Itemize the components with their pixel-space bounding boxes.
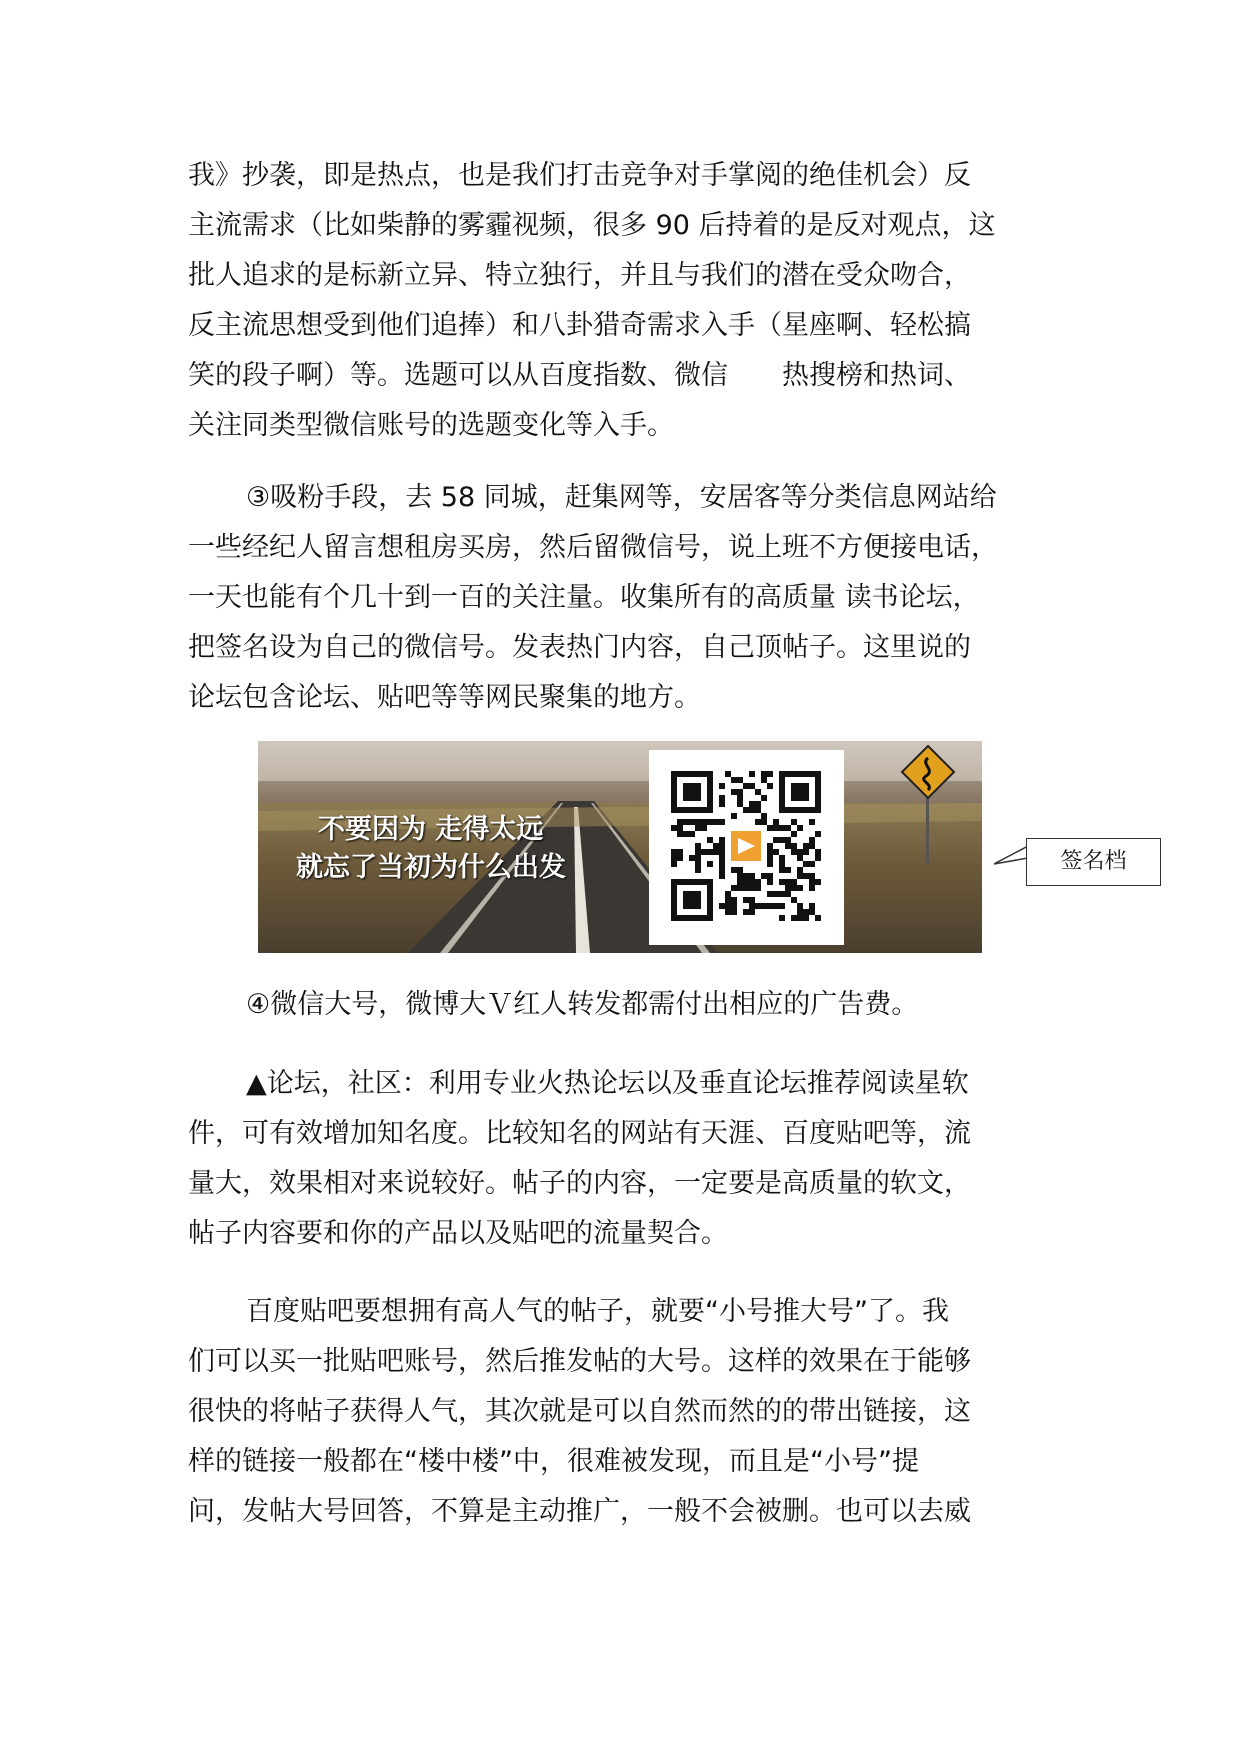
text-line: ④微信大号，微博大Ｖ红人转发都需付出相应的广告费。 xyxy=(246,989,919,1020)
text-line: 很快的将帖子获得人气，其次就是可以自然而然的的带出链接，这 xyxy=(188,1396,971,1427)
text-line: 笑的段子啊）等。选题可以从百度指数、微信 热搜榜和热词、 xyxy=(188,360,971,391)
signature-callout-label: 签名档 xyxy=(1026,838,1161,886)
text-line: ③吸粉手段，去 58 同城，赶集网等，安居客等分类信息网站给 xyxy=(246,482,997,513)
text-line: 论坛包含论坛、贴吧等等网民聚集的地方。 xyxy=(188,682,701,713)
text-line: 把签名设为自己的微信号。发表热门内容，自己顶帖子。这里说的 xyxy=(188,632,971,663)
text-line: 问，发帖大号回答，不算是主动推广，一般不会被删。也可以去威 xyxy=(188,1496,971,1527)
text-line: 反主流思想受到他们追捧）和八卦猎奇需求入手（星座啊、轻松搞 xyxy=(188,310,971,341)
text-line: 主流需求（比如柴静的雾霾视频，很多 90 后持着的是反对观点，这 xyxy=(188,210,996,241)
signature-banner-image xyxy=(258,741,982,953)
text-line: 件，可有效增加知名度。比较知名的网站有天涯、百度贴吧等，流 xyxy=(188,1118,971,1149)
text-line: 百度贴吧要想拥有高人气的帖子，就要“小号推大号”了。我 xyxy=(246,1296,949,1327)
text-line: 量大，效果相对来说较好。帖子的内容，一定要是高质量的软文， xyxy=(188,1168,971,1199)
text-line: 批人追求的是标新立异、特立独行，并且与我们的潜在受众吻合， xyxy=(188,260,971,291)
text-line: 帖子内容要和你的产品以及贴吧的流量契合。 xyxy=(188,1218,728,1249)
text-line: ▲论坛，社区：利用专业火热论坛以及垂直论坛推荐阅读星软 xyxy=(246,1068,969,1099)
text-line: 一些经纪人留言想租房买房，然后留微信号，说上班不方便接电话， xyxy=(188,532,998,563)
road-sign-icon xyxy=(898,744,958,864)
text-line: 一天也能有个几十到一百的关注量。收集所有的高质量 读书论坛， xyxy=(188,582,980,613)
text-line: 样的链接一般都在“楼中楼”中，很难被发现，而且是“小号”提 xyxy=(188,1446,919,1477)
callout-pointer xyxy=(994,840,1028,870)
text-line: 们可以买一批贴吧账号，然后推发帖的大号。这样的效果在于能够 xyxy=(188,1346,971,1377)
qr-code-icon xyxy=(649,750,844,945)
banner-line-2: 就忘了当初为什么出发 xyxy=(296,852,566,883)
text-line: 我》抄袭，即是热点，也是我们打击竞争对手掌阅的绝佳机会）反 xyxy=(188,160,971,191)
text-line: 关注同类型微信账号的选题变化等入手。 xyxy=(188,410,674,441)
qr-code-pattern xyxy=(660,766,832,926)
banner-line-1: 不要因为 走得太远 xyxy=(318,814,544,845)
